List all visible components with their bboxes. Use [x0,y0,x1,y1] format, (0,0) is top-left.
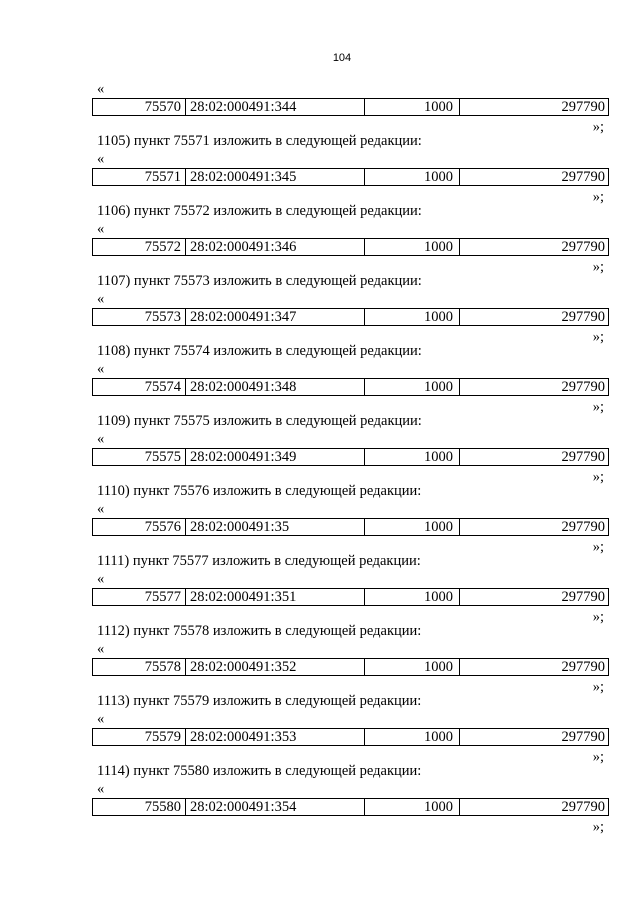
closing-quote: »; [592,189,604,205]
value-cell: 297790 [561,799,605,815]
cadastral-number-cell: 28:02:000491:348 [186,379,365,395]
item-number-cell: 75571 [93,169,186,185]
closing-quote: »; [592,609,604,625]
closing-quote: »; [592,329,604,345]
opening-quote: « [97,151,105,167]
amendment-entry [0,763,640,850]
amendment-caption: 1112) пункт 75578 изложить в следующей редакции: [97,623,422,639]
value-cell: 297790 [561,309,605,325]
table-row [92,518,609,536]
value-cell: 297790 [561,99,605,115]
table-row [92,798,609,816]
area-cell: 1000 [365,379,460,395]
table-row [92,378,609,396]
closing-quote: »; [592,539,604,555]
closing-quote: »; [592,469,604,485]
item-number-cell: 75573 [93,309,186,325]
page-number: 104 [332,52,352,64]
opening-quote: « [97,501,105,517]
item-number-cell: 75577 [93,589,186,605]
area-cell: 1000 [365,99,460,115]
table-row [92,658,609,676]
amendment-caption: 1114) пункт 75580 изложить в следующей редакции: [97,763,422,779]
closing-quote: »; [592,819,604,835]
item-number-cell: 75580 [93,799,186,815]
area-cell: 1000 [365,729,460,745]
item-number-cell: 75576 [93,519,186,535]
table-row [92,728,609,746]
area-cell: 1000 [365,449,460,465]
area-cell: 1000 [365,519,460,535]
closing-quote: »; [592,399,604,415]
amendment-caption: 1111) пункт 75577 изложить в следующей редакции: [97,553,421,569]
cadastral-number-cell: 28:02:000491:353 [186,729,365,745]
item-number-cell: 75575 [93,449,186,465]
cadastral-number-cell: 28:02:000491:354 [186,799,365,815]
area-cell: 1000 [365,659,460,675]
item-number-cell: 75570 [93,99,186,115]
value-cell: 297790 [561,729,605,745]
document-body [0,80,640,850]
area-cell: 1000 [365,799,460,815]
opening-quote: « [97,431,105,447]
table-row [92,238,609,256]
value-cell: 297790 [561,239,605,255]
opening-quote: « [97,571,105,587]
item-number-cell: 75572 [93,239,186,255]
amendment-caption: 1113) пункт 75579 изложить в следующей редакции: [97,693,422,709]
cadastral-number-cell: 28:02:000491:35 [186,519,365,535]
amendment-caption: 1107) пункт 75573 изложить в следующей редакции: [97,273,422,289]
opening-quote: « [97,641,105,657]
closing-quote: »; [592,119,604,135]
item-number-cell: 75578 [93,659,186,675]
value-cell: 297790 [561,379,605,395]
cadastral-number-cell: 28:02:000491:344 [186,99,365,115]
value-cell: 297790 [561,589,605,605]
closing-quote: »; [592,749,604,765]
amendment-caption: 1106) пункт 75572 изложить в следующей редакции: [97,203,422,219]
item-number-cell: 75579 [93,729,186,745]
area-cell: 1000 [365,589,460,605]
cadastral-number-cell: 28:02:000491:352 [186,659,365,675]
amendment-caption: 1109) пункт 75575 изложить в следующей редакции: [97,413,422,429]
opening-quote: « [97,81,105,97]
cadastral-number-cell: 28:02:000491:345 [186,169,365,185]
table-row [92,98,609,116]
value-cell: 297790 [561,169,605,185]
closing-quote: »; [592,259,604,275]
area-cell: 1000 [365,309,460,325]
amendment-caption: 1110) пункт 75576 изложить в следующей редакции: [97,483,422,499]
area-cell: 1000 [365,169,460,185]
closing-quote: »; [592,679,604,695]
opening-quote: « [97,221,105,237]
opening-quote: « [97,361,105,377]
cadastral-number-cell: 28:02:000491:347 [186,309,365,325]
opening-quote: « [97,711,105,727]
table-row [92,308,609,326]
cadastral-number-cell: 28:02:000491:346 [186,239,365,255]
item-number-cell: 75574 [93,379,186,395]
area-cell: 1000 [365,239,460,255]
table-row [92,448,609,466]
value-cell: 297790 [561,659,605,675]
amendment-caption: 1105) пункт 75571 изложить в следующей редакции: [97,133,422,149]
value-cell: 297790 [561,449,605,465]
opening-quote: « [97,291,105,307]
value-cell: 297790 [561,519,605,535]
table-row [92,588,609,606]
cadastral-number-cell: 28:02:000491:351 [186,589,365,605]
opening-quote: « [97,781,105,797]
table-row [92,168,609,186]
cadastral-number-cell: 28:02:000491:349 [186,449,365,465]
amendment-caption: 1108) пункт 75574 изложить в следующей редакции: [97,343,422,359]
